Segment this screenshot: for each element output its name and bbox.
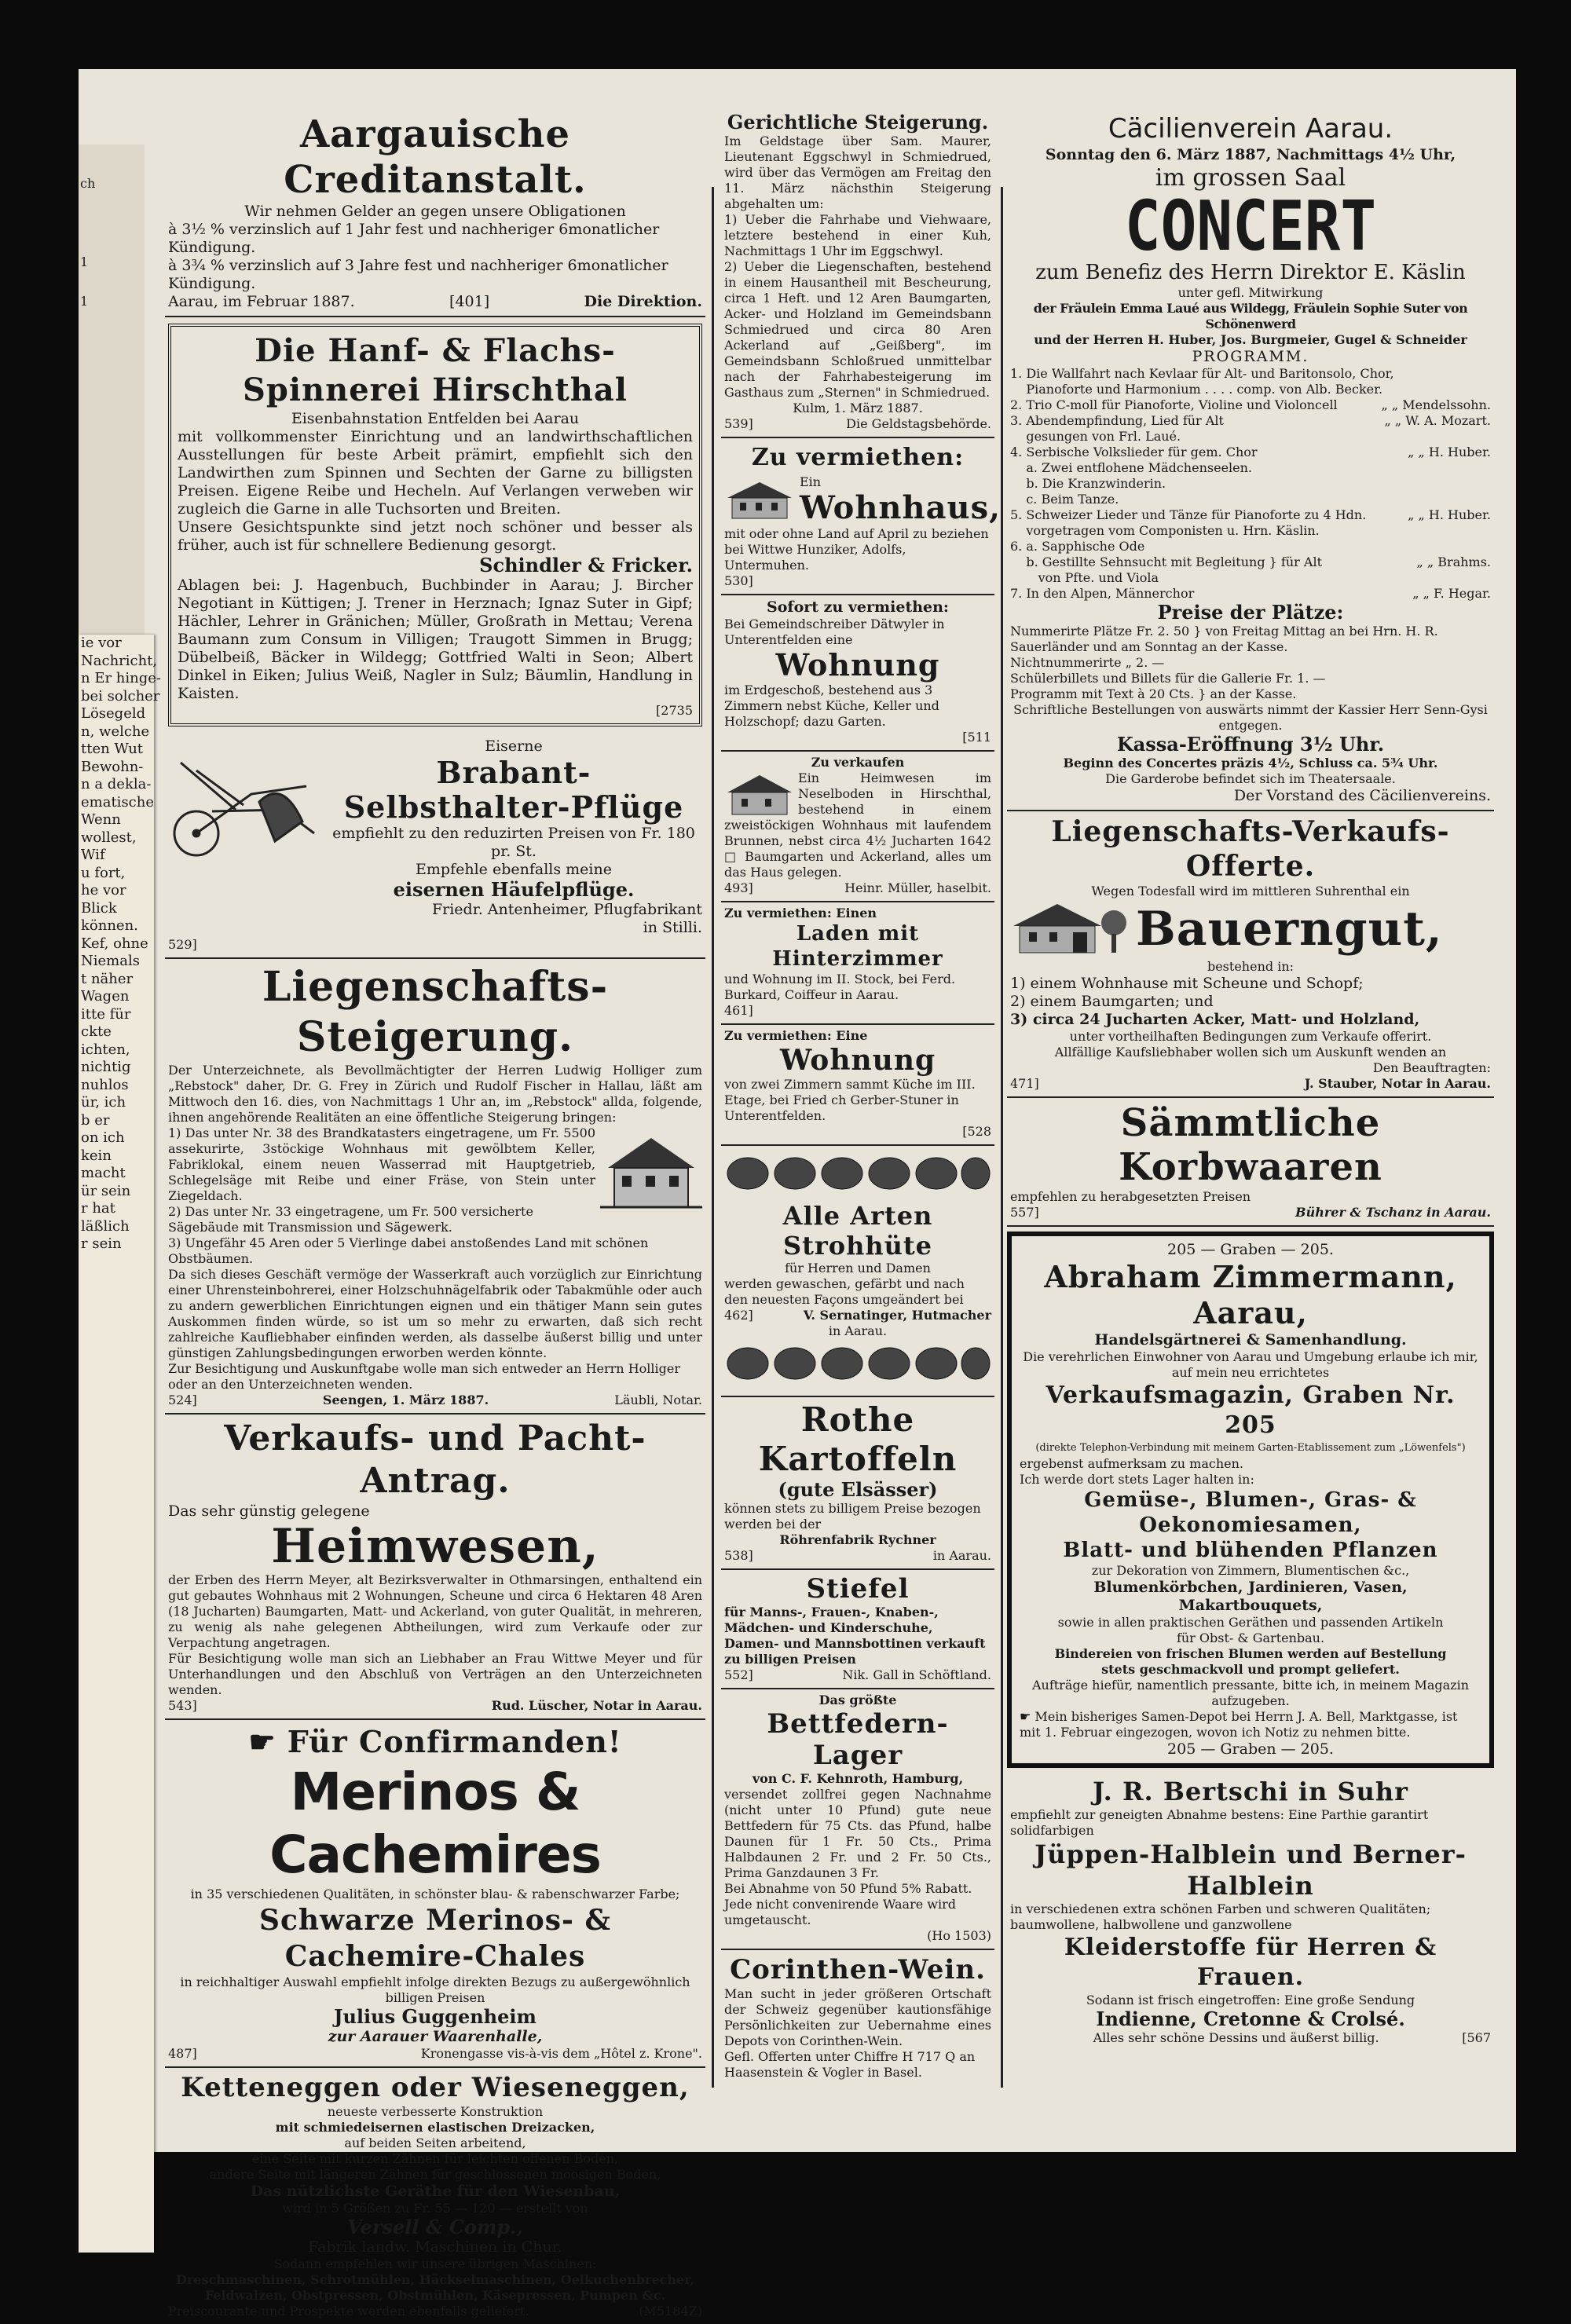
ad-big: Corinthen-Wein.: [730, 1954, 986, 1985]
ad-number: [528: [962, 1124, 991, 1139]
ad-line: andere Seite mit längeren Zähnen für geschlossenen moosigen Boden,: [209, 2167, 661, 2182]
edge-fragment: 1: [80, 294, 89, 309]
ad-line: Bindereien von frischen Blumen werden auf Bestellung: [1054, 1646, 1447, 1661]
ad-liegenschafts-steigerung: [165, 959, 705, 1415]
ad-number: [511: [962, 730, 991, 745]
strip-line: b er: [81, 1111, 110, 1129]
ad-title: Zu vermiethen: Einen: [724, 906, 877, 920]
ad-item: 3) Ungefähr 45 Aren oder 5 Vierlinge dabei anstoßendes Land mit schönen Obstbäumen.: [168, 1235, 649, 1266]
ad-subtitle: zur Aarauer Waarenhalle,: [328, 2028, 543, 2045]
strip-line: ür, ich: [81, 1094, 126, 1111]
program-item-text: 2. Trio C-moll für Pianoforte, Violine und Violoncell: [1010, 397, 1338, 412]
strip-line: können.: [81, 917, 138, 934]
ad-line: wird in 5 Größen zu Fr. 55 — 120 — erstellt von: [282, 2201, 588, 2216]
ad-top: 205 — Graben — 205.: [1167, 1241, 1334, 1258]
ad-stiefel: [721, 1570, 994, 1689]
ad-number: 557]: [1010, 1205, 1039, 1220]
ad-line: zur Dekoration von Zimmern, Blumentischen &c.,: [1091, 1563, 1410, 1578]
ad-number: [567: [1462, 2030, 1491, 2045]
ad-title: Zu vermiethen: Eine: [724, 1028, 868, 1043]
ad-signature: Nik. Gall in Schöftland.: [842, 1667, 991, 1682]
ad-bottom: 205 — Graben — 205.: [1167, 1740, 1334, 1758]
ad-signature: Röhrenfabrik Rychner: [779, 1532, 936, 1547]
ad-body: werden gewaschen, gefärbt und nach den neuesten Façons umgeändert bei: [724, 1276, 965, 1307]
ad-price-line: Nummerirte Plätze Fr. 2. 50 } von Freitag Mittag an bei Hrn. H. R. Sauerländer und am Sonntag an der Kasse.: [1010, 624, 1438, 654]
ad-line: Allfällige Kaufsliebhaber wollen sich um Auskunft wenden an: [1054, 1045, 1447, 1060]
program-item: [1010, 397, 1491, 413]
ad-line: Bei Gemeindschreiber Dätwyler in Unterentfelden eine: [724, 617, 945, 647]
column-3: [1007, 108, 1494, 2051]
ad-signature: Schindler & Fricker.: [479, 554, 693, 576]
ad-address: Kronengasse vis-à-vis dem „Hôtel z. Krone".: [420, 2046, 702, 2061]
ad-big: Verkaufsmagazin, Graben Nr. 205: [1046, 1382, 1456, 1439]
ad-signature: Die Geldstagsbehörde.: [846, 416, 991, 431]
ad-zimmermann: [1007, 1227, 1494, 1773]
ad-big: Jüppen-Halblein und Berner-Halblein: [1035, 1839, 1467, 1901]
program-item-text: 5. Schweizer Lieder und Tänze für Pianoforte zu 4 Hdn.: [1010, 507, 1367, 522]
ad-number: 462]: [724, 1308, 753, 1323]
ad-wohnung-2: [721, 1025, 994, 1146]
ad-body: Zur Besichtigung und Auskunftgabe wolle man sich entweder an Herrn Holliger oder an den Unterzeichneten wenden.: [168, 1361, 680, 1392]
ad-number: (Ho 1503): [927, 1928, 991, 1943]
ad-line: Den Beauftragten:: [1372, 1060, 1491, 1075]
ad-item: 1) Ueber die Fahrhabe und Viehwaare, letztere bestehend in einer Kuh, Nachmittags 1 Uhr im Eggschwyl.: [724, 212, 991, 258]
program-item-text: b. Die Kranzwinderin.: [1010, 476, 1166, 491]
ad-big: Alle Arten Strohhüte: [782, 1201, 933, 1261]
ad-number: [2735: [656, 703, 693, 718]
ad-number: 524]: [168, 1393, 197, 1407]
ad-title: Abraham Zimmermann, Aarau,: [1044, 1259, 1457, 1330]
strip-line: r sein: [81, 1235, 122, 1252]
ad-number: 539]: [724, 416, 753, 431]
strip-line: ematische: [81, 793, 155, 811]
program-item-text: 4. Serbische Volkslieder für gem. Chor: [1010, 445, 1258, 459]
ad-body: und Wohnung im II. Stock, bei Ferd. Burkard, Coiffeur in Aarau.: [724, 972, 956, 1002]
ad-big: Wohnhaus,: [800, 489, 1002, 526]
program-item: [1010, 413, 1491, 429]
ad-ketteneggen: [165, 2068, 705, 2324]
ad-signature: Die Direktion.: [584, 293, 702, 310]
ad-subtitle: von C. F. Kehnroth, Hamburg,: [752, 1771, 964, 1786]
ad-laden: [721, 902, 994, 1025]
program-item: [1010, 554, 1491, 570]
program-item: [1010, 382, 1491, 397]
ad-line: ergebenst aufmerksam zu machen.: [1020, 1456, 1243, 1471]
ad-body: Gefl. Offerten unter Chiffre H 717 Q an Haasenstein & Vogler in Basel.: [724, 2049, 976, 2080]
ad-price-line: Programm mit Text à 20 Cts. } an der Kasse.: [1010, 686, 1297, 701]
column-rule: [1001, 187, 1003, 2088]
ad-signature: Friedr. Antenheimer, Pflugfabrikant: [431, 901, 702, 918]
ad-line: in reichhaltiger Auswahl empfiehlt infolge direkten Bezugs zu außergewöhnlich billigen Preisen: [180, 1974, 690, 2005]
ad-date: Seengen, 1. März 1887.: [322, 1393, 489, 1407]
ornament-band: [724, 1152, 991, 1195]
ad-prices-title: Preise der Plätze:: [1157, 601, 1344, 624]
ad-place: in Stilli.: [643, 919, 702, 936]
program-item: [1010, 586, 1491, 602]
ad-verkaufs-pacht: [165, 1415, 705, 1720]
ad-item: 2) Ueber die Liegenschaften, bestehend in einem Hausantheil mit Bescheurung, circa 1 Heft. und 12 Aren Baumgarten, Acker- und Holzland im Gemeindsbann Schmiedrued und circa 80 Aren Ackerland auf „Geißberg", im Gemeindsbann Schloßrued unmittelbar nach der Fahrhabesteigerung im Gasthaus zum „Sternen" in Schmiedrued.: [724, 259, 991, 400]
ad-title: Aargauische Creditanstalt.: [284, 112, 587, 202]
program-item-text: c. Beim Tanze.: [1010, 492, 1119, 507]
ad-gerichtliche-steigerung: [721, 108, 994, 438]
program-item-composer: „ „ Brahms.: [1416, 554, 1491, 569]
ad-big: Sämmtliche Korbwaaren: [1119, 1101, 1382, 1189]
ad-line: Das sehr günstig gelegene: [168, 1502, 370, 1520]
program-item: [1010, 476, 1491, 492]
program-item: [1010, 460, 1491, 476]
program-item: [1010, 492, 1491, 507]
ad-number: 552]: [724, 1667, 753, 1682]
strip-line: itte für: [81, 1005, 131, 1023]
strip-line: Wagen: [81, 988, 130, 1005]
program-item-composer: „ „ H. Huber.: [1408, 507, 1491, 522]
program-item-text: b. Gestillte Sehnsucht mit Begleitung } für Alt: [1010, 554, 1322, 569]
strip-line: u fort,: [81, 864, 126, 881]
ad-line: Die Garderobe befindet sich im Theatersaale.: [1105, 771, 1396, 786]
ad-begin: Beginn des Concertes präzis 4½, Schluss ca. 5¾ Uhr.: [1063, 756, 1438, 770]
ad-line: neueste verbesserte Konstruktion: [327, 2104, 544, 2119]
ad-big: Stiefel: [806, 1573, 910, 1605]
ad-signature: Versell & Comp.,: [347, 2216, 523, 2238]
ad-trade: Kleiderstoffe für Herren & Frauen.: [1064, 1934, 1437, 1991]
ad-item: 2) einem Baumgarten; und: [1010, 993, 1214, 1010]
strip-line: Lösegeld: [81, 705, 146, 722]
ad-line: Ein: [800, 474, 822, 489]
ad-date: Kulm, 1. März 1887.: [793, 401, 923, 415]
ad-body: Ein Heimwesen im Neselboden in Hirschthal, bestehend in einem zweistöckigen Wohnhaus mit laufendem Brunnen, nebst circa 4½ Jucharten 1642 □ Baumgarten und Ackerland, alles um das Haus gelegen.: [724, 770, 991, 880]
farm-illustration: [1010, 899, 1128, 959]
strip-line: Wenn: [81, 811, 121, 828]
ad-title: Zu vermiethen:: [751, 444, 965, 471]
ad-big: CONCERT: [1124, 185, 1377, 266]
ad-body: Bei Abnahme von 50 Pfund 5% Rabatt.: [724, 1881, 972, 1896]
strip-line: n, welche: [81, 723, 150, 740]
ad-price-line: Schülerbillets und Billets für die Gallerie Fr. 1. —: [1010, 671, 1326, 686]
strip-line: n Er hinge-: [81, 670, 161, 686]
ad-number: 487]: [168, 2046, 197, 2061]
ad-creditanstalt: [165, 108, 705, 317]
ad-pfluege: [165, 734, 705, 959]
ad-title: Sofort zu vermiethen:: [767, 598, 949, 616]
ad-title: Gerichtliche Steigerung.: [727, 111, 989, 134]
ad-signature: Bührer & Tschanz in Aarau.: [1295, 1205, 1491, 1220]
ad-line: für Obst- & Gartenbau.: [1176, 1630, 1325, 1645]
ad-place: im grossen Saal: [1155, 164, 1346, 192]
ad-number: 471]: [1010, 1076, 1039, 1091]
ad-line: in verschiedenen extra schönen Farben und schweren Qualitäten; baumwollene, halbwollene und ganzwollene: [1010, 1901, 1431, 1932]
ad-big: Bauerngut,: [1136, 902, 1443, 957]
program-item-text: Pianoforte und Harmonium . . . . comp. von Alb. Becker.: [1010, 382, 1383, 397]
strip-line: ie vor: [81, 635, 122, 651]
ad-line: Dreschmaschinen, Schrotmühlen, Häckselmaschinen, Oelkuchenbrecher, Feldwalzen, Obstpressen, Obstmühlen, Käsepressen, Pumpen &c.: [175, 2272, 695, 2303]
ad-number: 538]: [724, 1548, 753, 1563]
ad-title: Schwarze Merinos- & Cachemire-Chales: [258, 1904, 612, 1973]
ad-body: Da sich dieses Geschäft vermöge der Wasserkraft auch vorzüglich zur Einrichtung einer Uhrensteinbohrerei, einer Holzschuhnägelfabrik oder Tabakmühle oder auch zu andern gewerblichen Einrichtungen eignen und ein thätiger Mann sein gutes Auskommen finden würde, so ist um so mehr zu erwarten, daß sich recht zahlreiche Kaufliebhaber einfinden werden, als dasselbe äußerst billig und unter günstigen Zahlungsbedingungen erworben werden könnte.: [168, 1267, 702, 1360]
edge-fragment: 1: [80, 254, 89, 269]
strip-line: nichtig: [81, 1059, 131, 1075]
ad-line: Wegen Todesfall wird im mittleren Suhrenthal ein: [1091, 884, 1410, 898]
house-illustration: [600, 1129, 702, 1215]
strip-line: n a dekla-: [81, 776, 152, 792]
ad-signature: V. Sernatinger, Hutmacher: [803, 1308, 991, 1323]
ad-body: der Erben des Herrn Meyer, alt Bezirksverwalter in Othmarsingen, enthaltend ein gut gebautes Wohnhaus mit 2 Wohnungen, Scheune und circa 6 Hektaren 48 Aren (18 Jucharten) Baumgarten, Matt- und Ackerland, von guter Qualität, in mehreren, zu wenig als nahe gelegenen Abtheilungen, wird zum Verkaufe oder zur Verpachtung angetragen.: [168, 1572, 702, 1650]
ad-number: 543]: [168, 1698, 197, 1713]
strip-line: ichten,: [81, 1041, 130, 1058]
ad-bettfedern: [721, 1689, 994, 1950]
strip-line: Nachricht,: [81, 652, 158, 669]
ad-body: versendet zollfrei gegen Nachnahme (nicht unter 10 Pfund) gute neue Bettfedern für 75 Cts. das Pfund, halbe Daunen für 1 Fr. 50 Cts., Prima Halbdaunen 2 Fr. und 2 Fr. 50 Cts., Prima Ganzdaunen 3 Fr.: [724, 1787, 991, 1880]
ad-big: Wohnung: [779, 1044, 936, 1077]
program-item: [1010, 366, 1491, 382]
ad-title: Liegenschafts-Verkaufs-Offerte.: [1051, 815, 1450, 883]
ad-line: in 35 verschiedenen Qualitäten, in schönster blau- & rabenschwarzer Farbe;: [190, 1887, 680, 1901]
ad-title: Liegenschafts-Steigerung.: [262, 963, 609, 1061]
ad-signature: Julius Guggenheim: [334, 2005, 536, 2028]
ad-pre: Das größte: [818, 1693, 897, 1707]
ad-subtitle: Handelsgärtnerei & Samenhandlung.: [1094, 1331, 1407, 1349]
ad-body: mit oder ohne Land auf April zu beziehen bei Wittwe Hunziker, Adolfs, Untermuhen.: [724, 526, 989, 573]
ad-signature: Läubli, Notar.: [614, 1393, 702, 1407]
ad-line: mit schmiedeisernen elastischen Dreizacken,: [275, 2120, 595, 2135]
ad-line: Aufträge hiefür, namentlich pressante, bitte ich, in meinem Magazin aufzugeben.: [1031, 1678, 1470, 1708]
ad-line: Wir nehmen Gelder an gegen unsere Obligationen: [244, 203, 626, 220]
ad-body: Unsere Gesichtspunkte sind jetzt noch schöner und besser als früher, auch ist für schnellere Bedienung gesorgt.: [178, 518, 693, 554]
ad-line: à 3¾ % verzinslich auf 3 Jahre fest und nachheriger 6monatlicher Kündigung.: [168, 257, 668, 292]
ad-trade: Blatt- und blühenden Pflanzen: [1063, 1539, 1438, 1562]
clipping-strip: [79, 635, 161, 2253]
column-2: [721, 108, 1002, 2085]
program-item-text: gesungen von Frl. Laué.: [1010, 429, 1181, 444]
strip-line: Blick: [81, 899, 117, 917]
ad-big: Bettfedern-Lager: [767, 1708, 949, 1771]
ad-line: eine Seite mit kurzen Zähnen für leichten offenen Boden,: [251, 2151, 619, 2166]
ad-line: unter vortheilhaften Bedingungen zum Verkaufe offerirt.: [1069, 1029, 1432, 1044]
ad-price-line: Schriftliche Bestellungen von auswärts nimmt der Kassier Herr Senn-Gysi entgegen.: [1013, 702, 1488, 733]
strip-line: Kef, ohne: [81, 935, 148, 952]
program-item: [1010, 445, 1491, 460]
ad-subtitle: (gute Elsässer): [778, 1478, 938, 1501]
ad-body: Jede nicht convenirende Waare wird umgetauscht.: [724, 1897, 956, 1927]
program-item-composer: „ „ H. Huber.: [1408, 445, 1491, 459]
ad-body: Die verehrlichen Einwohner von Aarau und Umgebung erlaube ich mir, auf mein neu errichtetes: [1023, 1349, 1478, 1380]
ad-line: unter gefl. Mitwirkung: [1177, 285, 1324, 300]
ad-place: in Aarau.: [828, 1323, 888, 1338]
ad-body: von zwei Zimmern sammt Küche im III. Etage, bei Fried ch Gerber-Stuner in Unterentfelden.: [724, 1077, 976, 1123]
ad-line: Sodann ist frisch eingetroffen: Eine große Sendung: [1086, 1993, 1415, 2007]
ad-item: 1) einem Wohnhause mit Scheune und Schopf;: [1010, 975, 1364, 992]
ad-title: Verkaufs- und Pacht-Antrag.: [224, 1418, 646, 1501]
program-item-text: von Pfte. und Viola: [1010, 570, 1159, 585]
strip-line: kein: [81, 1147, 112, 1164]
program-item: [1010, 539, 1491, 554]
program-item: [1010, 507, 1491, 523]
ad-corinthen-wein: [721, 1950, 994, 2085]
ad-number: (M5184Z): [639, 2304, 702, 2319]
ad-line: Empfehle ebenfalls meine: [416, 861, 612, 878]
ad-line: Preiscourante und Prospekte werden ebenfalls geliefert.: [168, 2304, 529, 2319]
ad-body: Im Geldstage über Sam. Maurer, Lieutenant Eggschwyl in Schmiedrued, wird über das Vermögen am Freitag den 11. März nächsthin Steigerung abgehalten um:: [724, 134, 991, 211]
program-item: [1010, 570, 1491, 586]
program-item-text: 6. a. Sapphische Ode: [1010, 539, 1145, 554]
strip-line: tten Wut: [81, 741, 144, 757]
ad-body: Ablagen bei: J. Hagenbuch, Buchbinder in Aarau; J. Bircher Negotiant in Küttigen; J. Trener in Herznach; Ignaz Suter in Gipf; Hächler, Lehrer in Gränichen; Müller, Großrath in Mettau; Verena Baumann zum Consum in Villigen; Traugott Simmen in Brugg; Dübelbeiß, Bäcker in Wildegg; Gottfried Walti in Seon; Albert Dinkel in Eiken; Julius Weiß, Nagler in Sulz; Bäumlin, Handlung in Kaisten.: [178, 576, 693, 702]
ad-kartoffeln: [721, 1397, 994, 1570]
ad-line: à 3½ % verzinslich auf 1 Jahr fest und nachheriger 6monatlicher Kündigung.: [168, 221, 660, 256]
ad-line: empfiehlt zu den reduzirten Preisen von Fr. 180 pr. St.: [332, 825, 695, 860]
strip-line: macht: [81, 1165, 126, 1181]
strip-line: ckte: [81, 1023, 112, 1040]
strip-line: r hat: [81, 1200, 115, 1217]
ad-signature: Heinr. Müller, haselbit.: [844, 880, 991, 895]
ad-confirmanden: [165, 1720, 705, 2068]
ad-line: stets geschmackvoll und prompt geliefert.: [1101, 1662, 1400, 1677]
strip-line: ür sein: [81, 1182, 131, 1199]
ad-korbwaaren: [1007, 1098, 1494, 1227]
ad-signature: Der Vorstand des Cäcilienvereins.: [1233, 787, 1491, 804]
ad-line: ☛ Mein bisheriges Samen-Depot bei Herrn J. A. Bell, Marktgasse, ist mit 1. Februar eingezogen, wovon ich Notiz zu nehmen bitte.: [1020, 1709, 1458, 1740]
strip-line: he vor: [81, 882, 126, 898]
strip-line: nuhlos: [81, 1076, 129, 1093]
ad-title: Ketteneggen oder Wieseneggen,: [181, 2072, 690, 2103]
ad-liegenschafts-verkauf: [1007, 811, 1494, 1098]
ad-trade: Indienne, Cretonne & Crolsé.: [1096, 2007, 1405, 2030]
ad-price-line: Nichtnummerirte „ 2. —: [1010, 655, 1165, 670]
ad-bertschi: [1007, 1773, 1494, 2051]
program-list: [1010, 366, 1491, 602]
column-rule: [712, 187, 714, 2088]
ornament-band: [724, 1342, 991, 1385]
ad-title: Die Hanf- & Flachs-Spinnerei Hirschthal: [243, 332, 628, 408]
ad-line: sowie in allen praktischen Geräthen und passenden Artikeln: [1057, 1615, 1444, 1630]
program-item-composer: „ „ W. A. Mozart.: [1384, 413, 1491, 428]
program-item-text: 3. Abendempfindung, Lied für Alt: [1010, 413, 1224, 428]
strip-line: Niemals: [81, 953, 140, 969]
ad-title: Brabant-Selbsthalter-Pflüge: [343, 755, 684, 825]
ad-zu-verkaufen: [721, 752, 994, 902]
edge-fragment: ch: [80, 176, 96, 191]
strip-line: bei solcher: [81, 687, 160, 705]
ad-spinnerei: [165, 317, 705, 734]
ad-subtitle: Fabrik landw. Maschinen in Chur.: [308, 2238, 562, 2256]
program-item-text: vorgetragen vom Componisten u. Hrn. Käslin.: [1010, 523, 1320, 538]
ad-body: Der Unterzeichnete, als Bevollmächtigter der Herren Ludwig Holliger zum „Rebstock" daher, Dr. G. Frey in Zürich und Rudolf Fischer in Hallau, läßt am Mittwoch den 16. dies, von Nachmittags 1 Uhr an, im „Rebstock" allda, folgende, ihnen angehörende Realitäten an eine öffentliche Steigerung bringen:: [168, 1063, 702, 1125]
ad-big: Heimwesen,: [271, 1519, 599, 1574]
ad-big: Merinos & Cachemires: [269, 1762, 601, 1885]
ad-trade: Gemüse-, Blumen-, Gras- & Oekonomiesamen,: [1084, 1488, 1417, 1537]
ad-line: Alles sehr schöne Dessins und äußerst billig.: [1093, 2030, 1379, 2045]
program-item: [1010, 429, 1491, 445]
ad-body: für Manns-, Frauen-, Knaben-, Mädchen- und Kinderschuhe, Damen- und Mannsbottinen verkauft zu billigen Preisen: [724, 1605, 986, 1667]
ad-number: [401]: [449, 293, 490, 310]
ad-line: bestehend in:: [1207, 959, 1295, 974]
plough-illustration: [165, 747, 322, 865]
ad-sofort-vermiethen: [721, 595, 994, 752]
program-item-text: 7. In den Alpen, Männerchor: [1010, 586, 1195, 601]
strip-line: Bewohn-: [81, 758, 144, 775]
ad-number: 529]: [168, 937, 197, 952]
strip-line: t näher: [81, 970, 134, 987]
ad-line: für Herren und Damen: [785, 1261, 931, 1275]
ad-signature: J. Stauber, Notar in Aarau.: [1304, 1076, 1491, 1091]
ad-title: Zu verkaufen: [811, 755, 905, 770]
column-1: [165, 108, 705, 2324]
ad-kassa: Kassa-Eröffnung 3½ Uhr.: [1116, 733, 1385, 756]
ad-program-title: PROGRAMM.: [1192, 348, 1309, 365]
ad-subtitle: Eisenbahnstation Entfelden bei Aarau: [291, 410, 580, 427]
ad-line: Das nützlichste Geräthe für den Wiesenbau,: [250, 2183, 621, 2200]
ad-number: 493]: [724, 880, 753, 895]
ad-benefit: zum Benefiz des Herrn Direktor E. Käslin: [1035, 261, 1466, 284]
ad-big: Rothe Kartoffeln: [758, 1400, 958, 1478]
ad-item: 2) Das unter Nr. 33 eingetragene, um Fr. 500 versicherte Sägebäude mit Transmission und Sägewerk.: [168, 1204, 533, 1235]
ad-trade: Blumenkörbchen, Jardinieren, Vasen, Makartbouquets,: [1093, 1579, 1408, 1614]
strip-line: läßlich: [81, 1217, 130, 1235]
program-item-text: 1. Die Wallfahrt nach Kevlaar für Alt- und Baritonsolo, Chor,: [1010, 366, 1394, 381]
ad-line: der Fräulein Emma Laué aus Wildegg, Fräulein Sophie Suter von Schönenwerd: [1033, 301, 1468, 331]
ad-body: im Erdgeschoß, bestehend aus 3 Zimmern nebst Küche, Keller und Holzschopf; dazu Garten.: [724, 683, 939, 729]
ad-big: Wohnung: [775, 647, 940, 683]
ad-paren: (direkte Telephon-Verbindung mit meinem Garten-Etablissement zum „Löwenfels"): [1035, 1442, 1466, 1454]
ad-signature: Rud. Lüscher, Notar in Aarau.: [491, 1698, 702, 1713]
ad-place: in Aarau.: [932, 1548, 991, 1563]
ad-line: Sodann empfehlen wir unsere übrigen Maschinen:: [273, 2256, 597, 2271]
ad-wohnhaus: [721, 438, 1002, 595]
ad-head: ☛ Für Confirmanden!: [248, 1724, 622, 1759]
farmhouse-illustration: [724, 770, 795, 818]
ad-line: auf beiden Seiten arbeitend,: [344, 2136, 526, 2150]
ad-big: Laden mit Hinterzimmer: [772, 922, 943, 971]
ad-title: J. R. Bertschi in Suhr: [1093, 1777, 1408, 1806]
ad-body: mit vollkommenster Einrichtung und an landwirthschaftlichen Ausstellungen für beste Arbeit prämirt, empfiehlt sich den Landwirthen zum Spinnen und Sechten der Garne zu billigsten Preisen. Eigene Reibe und Hecheln. Auf Verlangen verweben wir zugleich die Garne in alle Tuchsorten und Breiten.: [178, 428, 693, 518]
ad-title: Cäcilienverein Aarau.: [1108, 113, 1393, 145]
ad-date: Aarau, im Februar 1887.: [168, 293, 355, 310]
program-item: [1010, 523, 1491, 539]
ad-line: Ich werde dort stets Lager halten in:: [1020, 1472, 1254, 1487]
ad-date: Sonntag den 6. März 1887, Nachmittags 4½ Uhr,: [1045, 146, 1456, 163]
ad-line: empfiehlt zur geneigten Abnahme bestens: Eine Parthie garantirt solidfarbigen: [1010, 1807, 1429, 1838]
ad-line: eisernen Häufelpflüge.: [393, 878, 635, 901]
ad-pre: Eiserne: [485, 737, 543, 755]
ad-line: empfehlen zu herabgesetzten Preisen: [1010, 1189, 1251, 1204]
ad-line: und der Herren H. Huber, Jos. Burgmeier, Gugel & Schneider: [1034, 332, 1467, 347]
ad-concert: [1007, 108, 1494, 811]
program-item-text: a. Zwei entflohene Mädchenseelen.: [1010, 460, 1253, 475]
ad-item: 3) circa 24 Jucharten Acker, Matt- und Holzland,: [1010, 1011, 1420, 1028]
ad-body: Man sucht in jeder größeren Ortschaft der Schweiz gegenüber kautionsfähige Persönlichkeiten zur Uebernahme eines Depots von Corinthen-Wein.: [724, 1986, 991, 2048]
ad-body: Für Besichtigung wolle man sich an Liebhaber an Frau Wittwe Meyer und für Unterhandlungen und den Abschluß von Verträgen an den Unterzeichneten wenden.: [168, 1651, 702, 1697]
strip-line: wollest,: [81, 829, 137, 846]
house-illustration: [724, 479, 795, 522]
ad-number: 461]: [724, 1003, 753, 1018]
ad-item: 1) Das unter Nr. 38 des Brandkatasters eingetragene, um Fr. 5500 assekurirte, 3stöckige Wohnhaus mit gewölbtem Keller, Fabriklokal, einem neuen Wasserrad mit Hauptgetrieb, Schlegelsäge mit Reibe und einer Fräse, von Stein unter Ziegeldach.: [168, 1125, 595, 1203]
program-item-composer: „ „ F. Hegar.: [1412, 586, 1491, 601]
newspaper-page: [79, 69, 1516, 2319]
ad-number: 530]: [724, 573, 753, 588]
strip-line: Wif: [81, 847, 105, 863]
ad-strohhuete: [721, 1146, 994, 1397]
ad-body: können stets zu billigem Preise bezogen werden bei der: [724, 1501, 981, 1532]
program-item-composer: „ „ Mendelssohn.: [1381, 397, 1491, 412]
strip-line: on ich: [81, 1129, 125, 1146]
